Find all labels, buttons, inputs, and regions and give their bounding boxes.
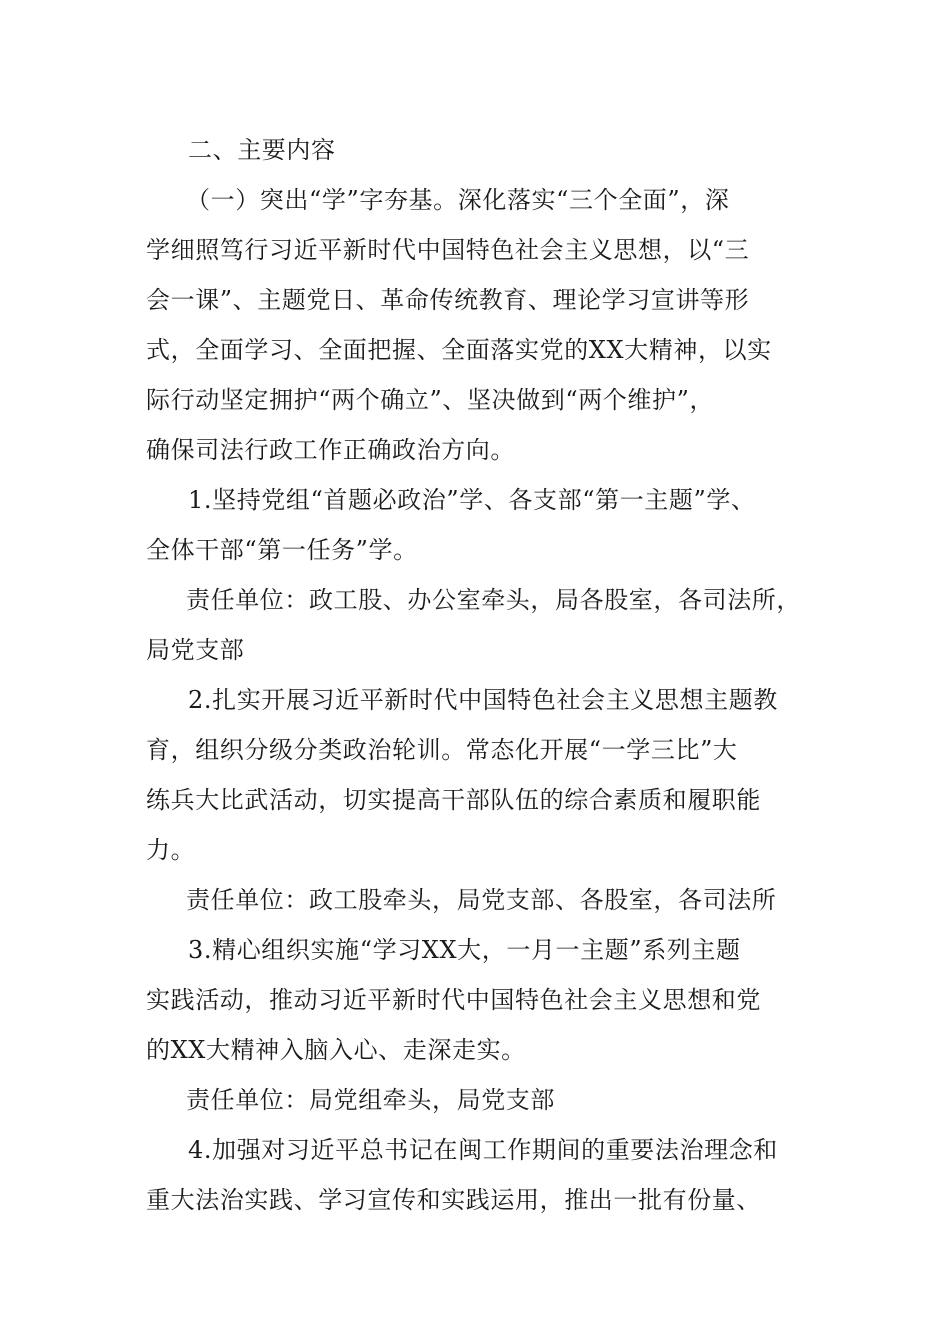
paragraph-line: 会一课”、主题党日、革命传统教育、理论学习宣讲等形 (146, 286, 750, 314)
paragraph-line: （一）突出“学”字夯基。深化落实“三个全面”，深 (186, 186, 730, 214)
list-item-text: 育，组织分级分类政治轮训。常态化开展“一学三比”大 (146, 736, 738, 764)
paragraph-line: 际行动坚定拥护“两个确立”、坚决做到“两个维护”， (146, 386, 715, 414)
list-item-text: 重大法治实践、学习宣传和实践运用，推出一批有份量、 (146, 1186, 761, 1214)
list-item-text: 3.精心组织实施“学习XX大，一月一主题”系列主题 (188, 936, 741, 964)
responsibility-line: 责任单位：政工股牵头，局党支部、各股室，各司法所 (186, 886, 777, 914)
responsibility-line: 责任单位：政工股、办公室牵头，局各股室，各司法所， (186, 586, 801, 614)
list-item-text: 力。 (146, 836, 196, 864)
paragraph-line: 式，全面学习、全面把握、全面落实党的XX大精神，以实 (146, 336, 772, 364)
responsibility-line: 局党支部 (146, 636, 245, 664)
list-item-text: 的XX大精神入脑入心、走深走实。 (146, 1036, 526, 1064)
responsibility-line: 责任单位：局党组牵头，局党支部 (186, 1086, 555, 1114)
paragraph-line: 学细照笃行习近平新时代中国特色社会主义思想，以“三 (146, 236, 750, 264)
paragraph-line: 确保司法行政工作正确政治方向。 (146, 436, 515, 464)
section-heading: 二、主要内容 (188, 136, 336, 164)
list-item-text: 实践活动，推动习近平新时代中国特色社会主义思想和党 (146, 986, 761, 1014)
list-item-text: 练兵大比武活动，切实提高干部队伍的综合素质和履职能 (146, 786, 761, 814)
list-item-text: 2.扎实开展习近平新时代中国特色社会主义思想主题教 (188, 686, 778, 714)
list-item-text: 4.加强对习近平总书记在闽工作期间的重要法治理念和 (188, 1136, 778, 1164)
list-item-text: 全体干部“第一任务”学。 (146, 536, 418, 564)
list-item-text: 1.坚持党组“首题必政治”学、各支部“第一主题”学、 (188, 486, 756, 514)
